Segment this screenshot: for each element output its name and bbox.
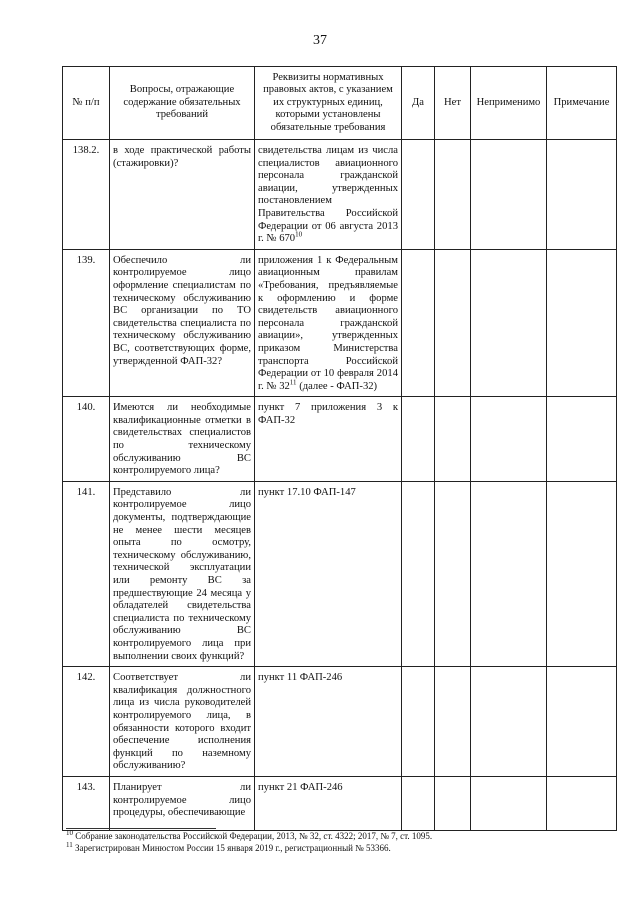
cell-yes[interactable] [402,397,435,482]
page-number: 37 [313,33,327,48]
header-yes: Да [402,67,435,140]
table-row [63,481,617,666]
cell-no[interactable] [435,776,471,830]
row-number: 139. [63,249,110,397]
table-row [63,776,617,830]
header-no: Нет [435,67,471,140]
row-requisites: пункт 17.10 ФАП-147 [255,481,402,666]
table-row [63,249,617,397]
table-row [63,667,617,777]
header-question: Вопросы, отражающие содержание обязательных требований [110,67,255,140]
requisites-text: приложения 1 к Федеральным авиационным правилам «Требования, предъявляемые к оформлению и форме свидетельств авиационного персонала гражданской авиации», утвержденных приказом Министерства транспорта Российской Федерации от 10 февраля 2014 г. № 32 [258,254,398,392]
footnotes [66,830,626,854]
table-row [63,397,617,482]
cell-yes[interactable] [402,481,435,666]
cell-note[interactable] [547,397,617,482]
cell-note[interactable] [547,481,617,666]
footnote-divider [66,828,216,829]
row-requisites: пункт 21 ФАП-246 [255,776,402,830]
cell-no[interactable] [435,249,471,397]
requisites-text: свидетельства лицам из числа специалистов авиационного персонала гражданской авиации, утвержденных постановлением Правительства Российской Федерации от 06 августа 2013 г. № 670 [258,145,398,245]
row-requisites: пункт 11 ФАП-246 [255,667,402,777]
row-number: 138.2. [63,140,110,250]
cell-not-applicable[interactable] [471,667,547,777]
row-question: в ходе практической работы (стажировки)? [110,140,255,250]
header-not-applicable: Неприменимо [471,67,547,140]
header-note: Примечание [547,67,617,140]
row-number: 142. [63,667,110,777]
cell-not-applicable[interactable] [471,776,547,830]
cell-note[interactable] [547,776,617,830]
row-question: Обеспечило ли контролируемое лицо оформление специалистам по техническому обслуживанию ВС организации по ТО свидетельства специалиста по техническому обслуживанию ВС, соответствующих форме, утвержденной ФАП-32? [110,249,255,397]
header-num: № п/п [63,67,110,140]
cell-note[interactable] [547,249,617,397]
cell-not-applicable[interactable] [471,481,547,666]
row-number: 140. [63,397,110,482]
footnote-mark: 10 [66,829,73,837]
row-requisites [255,249,402,397]
cell-not-applicable[interactable] [471,397,547,482]
requirements-table [62,66,617,831]
footnote-mark: 11 [66,841,73,849]
footnote-ref: 10 [295,230,303,239]
cell-yes[interactable] [402,249,435,397]
cell-yes[interactable] [402,667,435,777]
row-question: Соответствует ли квалификация должностного лица из числа руководителей контролируемого лица, в обязанности которого входит обеспечение исполнения функций по наземному обслуживанию? [110,667,255,777]
cell-note[interactable] [547,140,617,250]
row-requisites: пункт 7 приложения 3 к ФАП-32 [255,397,402,482]
row-question: Планирует ли контролируемое лицо процедуры, обеспечивающие [110,776,255,830]
header-requisites: Реквизиты нормативных правовых актов, с указанием их структурных единиц, которыми установлены обязательные требования [255,67,402,140]
footnote-text: Собрание законодательства Российской Федерации, 2013, № 32, ст. 4322; 2017, № 7, ст. 1095. [75,831,433,841]
row-question: Имеются ли необходимые квалификационные отметки в свидетельствах специалистов по техническому обслуживанию ВС контролируемого лица? [110,397,255,482]
cell-no[interactable] [435,481,471,666]
cell-yes[interactable] [402,776,435,830]
row-number: 141. [63,481,110,666]
footnote [66,830,626,842]
cell-note[interactable] [547,667,617,777]
cell-not-applicable[interactable] [471,249,547,397]
requisites-tail: (далее - ФАП-32) [296,380,378,392]
row-number: 143. [63,776,110,830]
row-question: Представило ли контролируемое лицо документы, подтверждающие не менее шести месяцев опыта по осмотру, техническому обслуживанию, технической эксплуатации или ремонту ВС за предшествующие 24 месяца у обладателей свидетельства специалиста по техническому обслуживанию ВС контролируемого лица при выполнении своих функций? [110,481,255,666]
table-header-row [63,67,617,140]
row-requisites [255,140,402,250]
cell-no[interactable] [435,397,471,482]
footnote-text: Зарегистрирован Минюстом России 15 января 2019 г., регистрационный № 53366. [75,843,391,853]
cell-not-applicable[interactable] [471,140,547,250]
footnote-ref: 11 [289,378,297,387]
cell-no[interactable] [435,140,471,250]
cell-yes[interactable] [402,140,435,250]
footnote [66,842,626,854]
table-row [63,140,617,250]
cell-no[interactable] [435,667,471,777]
